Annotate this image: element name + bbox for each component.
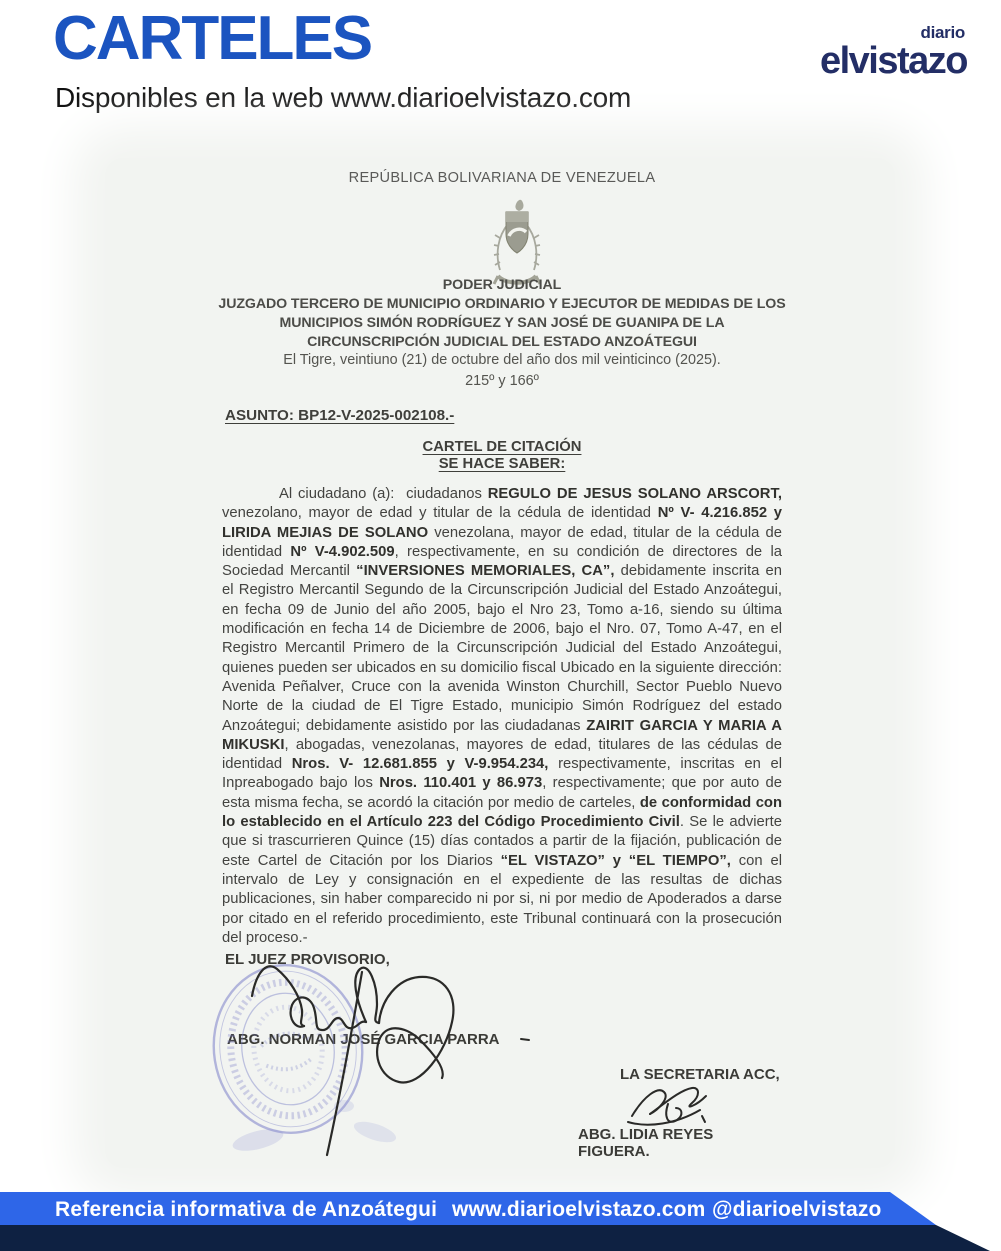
logo-diario-label: diario bbox=[920, 23, 965, 42]
court-line: CIRCUNSCRIPCIÓN JUDICIAL DEL ESTADO ANZOÁTEGUI bbox=[307, 334, 697, 350]
anniversary-years: 215º y 166º bbox=[465, 373, 539, 389]
logo-elvistazo-label: elvistazo bbox=[819, 40, 967, 82]
footer-tagline: Referencia informativa de Anzoátegui bbox=[55, 1198, 438, 1221]
page-title: CARTELES bbox=[53, 4, 372, 73]
footer-social-handle: @diarioelvistazo bbox=[712, 1198, 882, 1221]
republic-heading: REPÚBLICA BOLIVARIANA DE VENEZUELA bbox=[348, 170, 656, 186]
judge-label: EL JUEZ PROVISORIO, bbox=[225, 951, 390, 968]
secretary-name: ABG. LIDIA REYES FIGUERA. bbox=[578, 1126, 714, 1160]
body-paragraph: Al ciudadano (a): ciudadanos REGULO DE JESUS SOLANO ARSCORT, venezolano, mayor de edad y titular de la cédula de identidad Nº V- 4.216.852 y LIRIDA MEJIAS DE SOLANO venezolana, mayor de edad, titular de la cédula de identidad Nº V-4.902.509, respectivamente, en su condición de directores de la Sociedad Mercantil “INVERSIONES MEMORIALES, CA”, debidamente inscrita en el Registro Mercantil Segundo de la Circunscripción Judicial del Estado Anzoátegui, en fecha 09 de Junio del año 2005, bajo el Nro 23, Tomo a-16, siendo su última modificación en fecha 14 de Diciembre de 2006, bajo el Nro. 07, Tomo A-47, en el Registro Mercantil Primero de la Circunscripción Judicial del Estado Anzoátegui, quienes pueden ser ubicados en su domicilio fiscal Ubicado en la siguiente dirección: Avenida Peñalver, Cruce con la avenida Winston Churchill, Sector Pueblo Nuevo Norte de la ciudad de El Tigre Estado, municipio Simón Rodríguez del estado Anzoátegui; debidamente asistido por las ciudadanas ZAIRIT GARCIA Y MARIA A MIKUSKI, abogadas, venezolanas, mayores de edad, titulares de las cédulas de identidad Nros. V- 12.681.855 y V-9.954.234, respectivamente, inscritas en el Inpreabogado bajo los Nros. 110.401 y 86.973, respectivamente; que por auto de esta misma fecha, se acordó la citación por medio de carteles, de conformidad con lo establecido en el Artículo 223 del Código Procedimiento Civil. Se le advierte que si trascurrieren Quince (15) días contados a partir de la fijación, publicación de este Cartel de Citación por los Diarios “EL VISTAZO” y “EL TIEMPO”, con el intervalo de Ley y consignación en el expediente de las resultas de dichas publicaciones, sin haber comparecido ni por si, ni por medio de Apoderados a darse por citado en el referido procedimiento, este Tribunal continuará con la prosecución del proceso.- bbox=[222, 486, 783, 946]
court-line: PODER JUDICIAL bbox=[442, 277, 562, 293]
judge-name: ABG. NORMAN JOSÉ GARCIA PARRA bbox=[227, 1031, 500, 1048]
footer-navy-band bbox=[0, 1225, 1001, 1251]
court-line: MUNICIPIOS SIMÓN RODRÍGUEZ Y SAN JOSÉ DE GUANIPA DE LA bbox=[279, 315, 725, 331]
dateline: El Tigre, veintiuno (21) de octubre del año dos mil veinticinco (2025). bbox=[283, 352, 721, 368]
brand-logo bbox=[820, 24, 967, 80]
cartel-title: CARTEL DE CITACIÓN bbox=[422, 439, 582, 455]
court-heading bbox=[202, 276, 802, 352]
court-line: JUZGADO TERCERO DE MUNICIPIO ORDINARIO Y EJECUTOR DE MEDIDAS DE LOS bbox=[218, 296, 786, 312]
case-number: ASUNTO: BP12-V-2025-002108.- bbox=[225, 407, 455, 424]
secretary-label: LA SECRETARIA ACC, bbox=[620, 1066, 780, 1083]
masthead-subtitle: Disponibles en la web www.diarioelvistazo.com bbox=[55, 82, 632, 113]
se-hace-saber: SE HACE SABER: bbox=[438, 456, 566, 472]
footer-website: www.diarioelvistazo.com bbox=[452, 1198, 706, 1221]
